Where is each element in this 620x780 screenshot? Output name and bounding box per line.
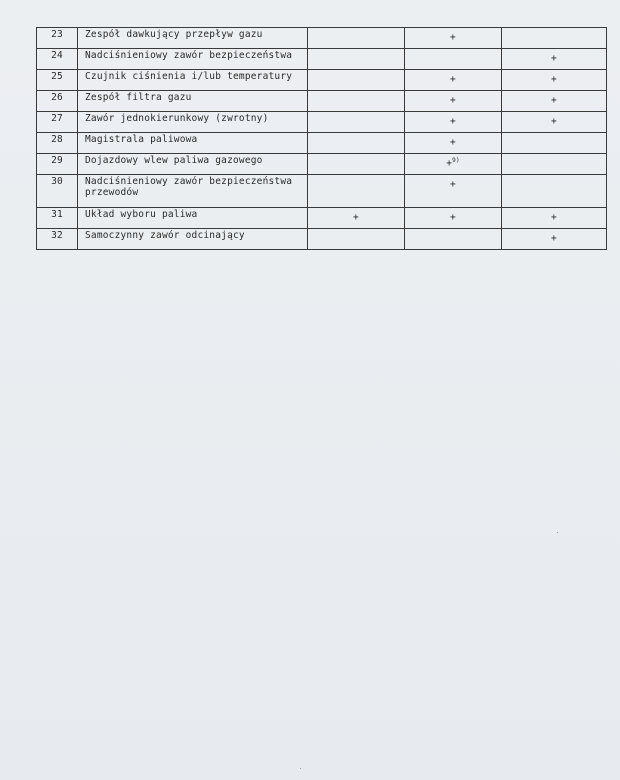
footnote-reference: 9) <box>452 156 460 164</box>
row-number: 29 <box>37 154 78 175</box>
table-row <box>37 91 607 112</box>
component-name: Nadciśnieniowy zawór bezpieczeństwa <box>78 49 308 70</box>
mark-cell-2: + <box>405 208 502 229</box>
table-row <box>37 208 607 229</box>
table-row <box>37 154 607 175</box>
table-row <box>37 49 607 70</box>
mark-cell-1 <box>308 154 405 175</box>
mark-cell-3: + <box>502 49 607 70</box>
component-name: Układ wyboru paliwa <box>78 208 308 229</box>
row-number: 27 <box>37 112 78 133</box>
row-number: 28 <box>37 133 78 154</box>
mark-cell-1 <box>308 229 405 250</box>
mark-cell-2: + <box>405 28 502 49</box>
component-name: Dojazdowy wlew paliwa gazowego <box>78 154 308 175</box>
mark-cell-2: + <box>405 70 502 91</box>
mark-cell-1 <box>308 70 405 91</box>
mark-cell-2: + <box>405 133 502 154</box>
component-name: Samoczynny zawór odcinający <box>78 229 308 250</box>
component-name: Magistrala paliwowa <box>78 133 308 154</box>
mark-cell-2 <box>405 229 502 250</box>
row-number: 30 <box>37 175 78 208</box>
mark-plus: + <box>446 158 453 169</box>
table-row <box>37 112 607 133</box>
mark-cell-3: + <box>502 208 607 229</box>
mark-cell-3: + <box>502 229 607 250</box>
mark-cell-3 <box>502 154 607 175</box>
component-name: Nadciśnieniowy zawór bezpieczeństwa przewodów <box>78 175 308 208</box>
mark-cell-3: + <box>502 70 607 91</box>
mark-cell-1 <box>308 112 405 133</box>
mark-cell-3 <box>502 28 607 49</box>
mark-cell-1 <box>308 133 405 154</box>
mark-cell-1 <box>308 49 405 70</box>
component-name: Zawór jednokierunkowy (zwrotny) <box>78 112 308 133</box>
components-table <box>36 27 607 250</box>
table-row <box>37 28 607 49</box>
component-name: Zespół dawkujący przepływ gazu <box>78 28 308 49</box>
row-number: 32 <box>37 229 78 250</box>
mark-cell-2 <box>405 49 502 70</box>
mark-cell-3: + <box>502 91 607 112</box>
row-number: 26 <box>37 91 78 112</box>
component-name: Czujnik ciśnienia i/lub temperatury <box>78 70 308 91</box>
mark-cell-1 <box>308 175 405 208</box>
row-number: 31 <box>37 208 78 229</box>
table-row <box>37 175 607 208</box>
table-row <box>37 229 607 250</box>
mark-cell-2: + <box>405 91 502 112</box>
table-row <box>37 70 607 91</box>
mark-cell-2 <box>405 154 502 175</box>
mark-cell-2: + <box>405 112 502 133</box>
row-number: 23 <box>37 28 78 49</box>
component-name: Zespół filtra gazu <box>78 91 308 112</box>
mark-cell-1 <box>308 91 405 112</box>
mark-cell-2: + <box>405 175 502 208</box>
mark-cell-3 <box>502 175 607 208</box>
scan-speck <box>300 768 301 769</box>
row-number: 25 <box>37 70 78 91</box>
row-number: 24 <box>37 49 78 70</box>
scan-speck <box>557 532 558 533</box>
mark-cell-1: + <box>308 208 405 229</box>
table-row <box>37 133 607 154</box>
mark-cell-1 <box>308 28 405 49</box>
mark-cell-3: + <box>502 112 607 133</box>
mark-cell-3 <box>502 133 607 154</box>
